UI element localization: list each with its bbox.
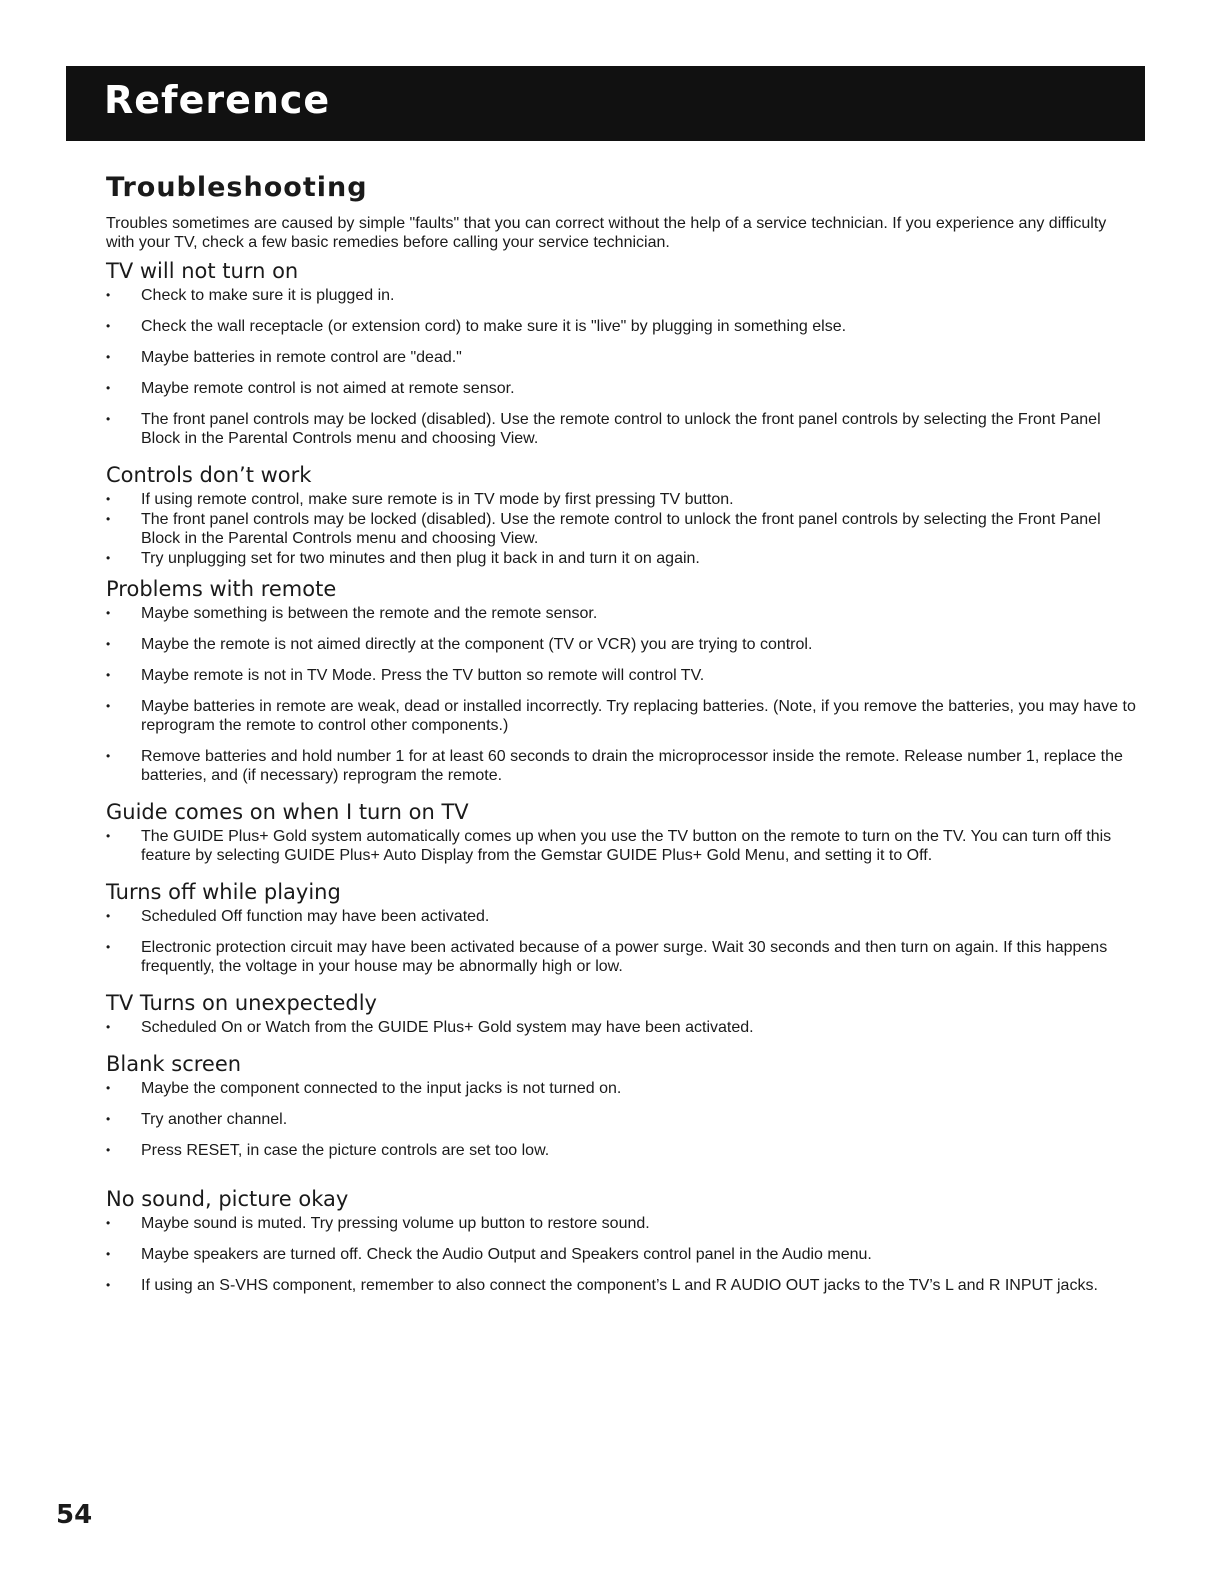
- section-heading: Controls don’t work: [106, 463, 312, 487]
- list-item: • Check to make sure it is plugged in.: [106, 286, 1136, 305]
- list-item: • Electronic protection circuit may have been activated because of a power surge. Wait 30 seconds and then turn on again. If this happens frequently, the voltage in your house may be abnormally high or low.: [106, 938, 1136, 976]
- list-item: • Press RESET, in case the picture controls are set too low.: [106, 1141, 1136, 1160]
- section-list: [106, 1079, 1136, 1160]
- section-list: [106, 1214, 1136, 1295]
- section-list: [106, 604, 1136, 785]
- list-item: • Scheduled Off function may have been activated.: [106, 907, 1136, 926]
- section-heading: Blank screen: [106, 1052, 242, 1076]
- section-heading: Problems with remote: [106, 577, 337, 601]
- page-title: Troubleshooting: [106, 172, 368, 203]
- list-item: • Maybe batteries in remote are weak, dead or installed incorrectly. Try replacing batteries. (Note, if you remove the batteries, you may have to reprogram the remote to control other components.): [106, 697, 1136, 735]
- section-list: [106, 286, 1136, 448]
- list-item: • The GUIDE Plus+ Gold system automatically comes up when you use the TV button on the remote to turn on the TV. You can turn off this feature by selecting GUIDE Plus+ Auto Display from the Gemstar GUIDE Plus+ Gold Menu, and setting it to Off.: [106, 827, 1136, 865]
- page-number: 54: [56, 1500, 93, 1530]
- list-item: • Maybe batteries in remote control are "dead.": [106, 348, 1136, 367]
- section-heading: Turns off while playing: [106, 880, 341, 904]
- list-item: • Maybe sound is muted. Try pressing volume up button to restore sound.: [106, 1214, 1136, 1233]
- banner-title: Reference: [104, 78, 331, 122]
- list-item: • Maybe the component connected to the input jacks is not turned on.: [106, 1079, 1136, 1098]
- section-list: [106, 490, 1136, 568]
- list-item: • The front panel controls may be locked (disabled). Use the remote control to unlock the front panel controls by selecting the Front Panel Block in the Parental Controls menu and choosing View.: [106, 510, 1136, 548]
- spacer: [106, 1172, 1136, 1184]
- list-item: • Scheduled On or Watch from the GUIDE Plus+ Gold system may have been activated.: [106, 1018, 1136, 1037]
- list-item: • If using remote control, make sure remote is in TV mode by first pressing TV button.: [106, 490, 1136, 509]
- list-item: • The front panel controls may be locked (disabled). Use the remote control to unlock the front panel controls by selecting the Front Panel Block in the Parental Controls menu and choosing View.: [106, 410, 1136, 448]
- list-item: • Maybe speakers are turned off. Check the Audio Output and Speakers control panel in the Audio menu.: [106, 1245, 1136, 1264]
- section-heading: Guide comes on when I turn on TV: [106, 800, 469, 824]
- section-list: [106, 907, 1136, 976]
- list-item: • Try another channel.: [106, 1110, 1136, 1129]
- list-item: • Maybe the remote is not aimed directly at the component (TV or VCR) you are trying to control.: [106, 635, 1136, 654]
- section-heading: TV will not turn on: [106, 259, 299, 283]
- list-item: • Maybe something is between the remote and the remote sensor.: [106, 604, 1136, 623]
- section-heading: No sound, picture okay: [106, 1187, 349, 1211]
- list-item: • Maybe remote control is not aimed at remote sensor.: [106, 379, 1136, 398]
- list-item: • Try unplugging set for two minutes and then plug it back in and turn it on again.: [106, 549, 1136, 568]
- section-list: [106, 827, 1136, 865]
- list-item: • If using an S-VHS component, remember to also connect the component’s L and R AUDIO OUT jacks to the TV’s L and R INPUT jacks.: [106, 1276, 1136, 1295]
- list-item: • Remove batteries and hold number 1 for at least 60 seconds to drain the microprocessor inside the remote. Release number 1, replace the batteries, and (if necessary) reprogram the remote.: [106, 747, 1136, 785]
- page-content: [106, 170, 1136, 1307]
- section-list: [106, 1018, 1136, 1037]
- list-item: • Maybe remote is not in TV Mode. Press the TV button so remote will control TV.: [106, 666, 1136, 685]
- intro-paragraph: Troubles sometimes are caused by simple "faults" that you can correct without the help of a service technician. If you experience any difficulty with your TV, check a few basic remedies before calling your service technician.: [106, 215, 1107, 251]
- list-item: • Check the wall receptacle (or extension cord) to make sure it is "live" by plugging in something else.: [106, 317, 1136, 336]
- section-banner: [66, 66, 1145, 141]
- section-heading: TV Turns on unexpectedly: [106, 991, 377, 1015]
